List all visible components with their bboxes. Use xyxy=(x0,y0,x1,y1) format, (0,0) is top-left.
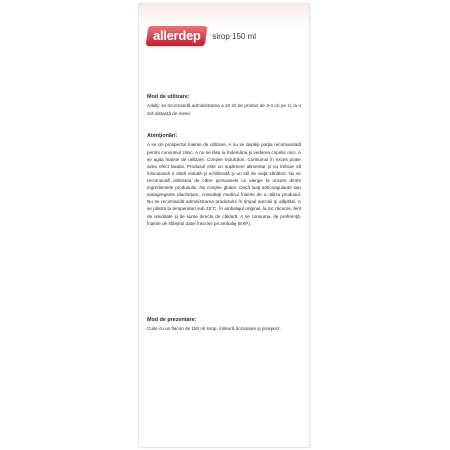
presentation-title: Mod de prezentare: xyxy=(147,317,197,323)
usage-text: Adulţi: se recomandă administrarea a 10 ml de produs de 3-4 ori pe zi, la o oră distanţă de mese. xyxy=(147,103,301,116)
usage-section xyxy=(147,94,301,117)
logo-text: allerdep xyxy=(153,28,201,43)
usage-title: Mod de utilizare: xyxy=(147,94,190,100)
presentation-section xyxy=(147,317,301,333)
brand-row xyxy=(147,26,256,46)
warnings-title: Atenţionări: xyxy=(147,133,178,139)
allerdep-logo xyxy=(146,26,208,46)
warnings-section xyxy=(147,133,301,227)
presentation-text: Cutie cu un flacon de 150 ml sirop, măsură dozatoare şi prospect. xyxy=(147,326,281,332)
warnings-text: A se citi prospectul înainte de utilizare. A nu se depăşi porţia recomandată pentru consumul zilnic. A nu se lăsa la îndemâna şi vederea copiilor mici. A se agita înainte de utilizare. Conţine îndulcitori. Consumul în exces poate avea efect laxativ. Produsul este un supliment alimentar şi nu trebuie să înlocuiască o dietă variată şi echilibrată şi un stil de viaţă sănătos. Nu se recomandă utilizarea de către persoanele cu alergie la oricare dintre ingredientele produsului. Nu conţine gluten. Dacă luaţi anticoagulante sau antiagregante plachetare, consultaţi medicul înainte de a utiliza produsul. Nu se recomandă administrarea produsului în timpul sarcinii şi alăptării. A se păstra la temperaturi sub 25°C, în ambalajul original, la loc răcoros, ferit de umiditate şi de surse directe de căldură. A se consuma, de preferinţă, înainte de sfârşitul datei înscrise pe ambalaj (EXP). xyxy=(147,142,301,226)
label-top-band xyxy=(139,4,309,28)
product-description: sirop 150 ml xyxy=(212,31,257,41)
product-label xyxy=(138,3,310,448)
